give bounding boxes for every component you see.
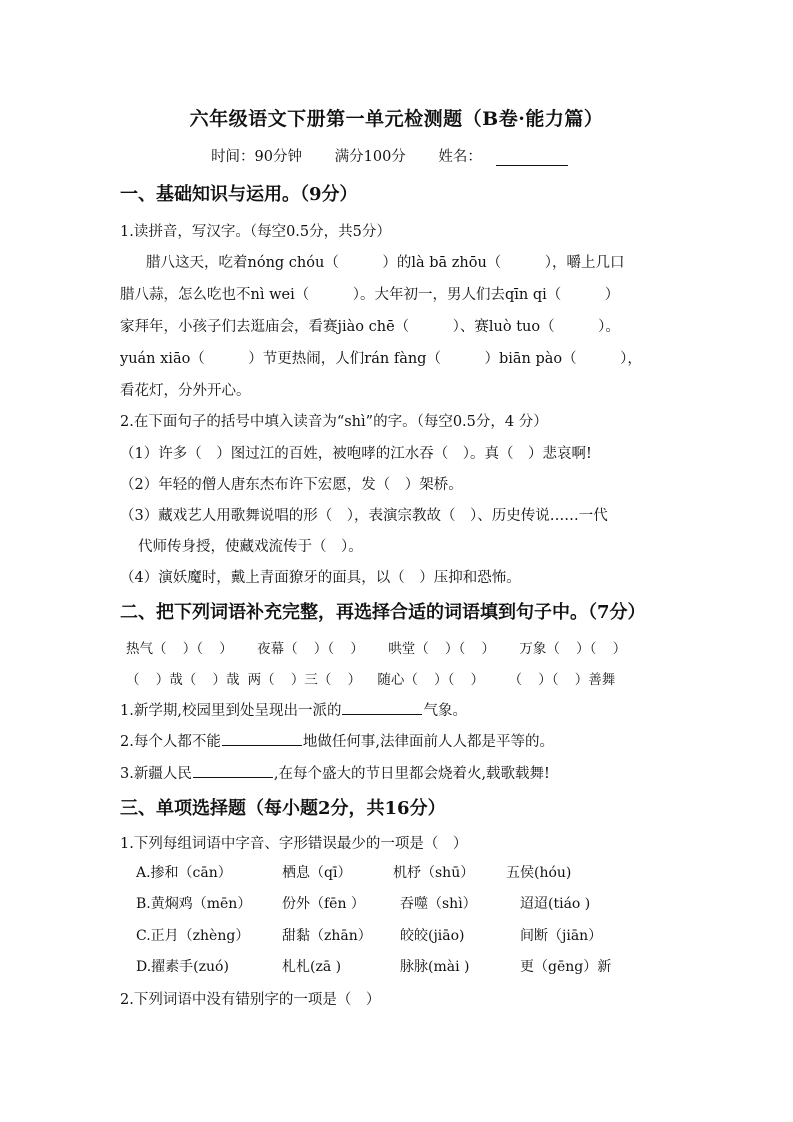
option-b-item-1: B.黄焖鸡（mēn） xyxy=(136,896,252,912)
exam-time: 时间：90分钟 xyxy=(211,149,303,165)
fill-blank-3[interactable] xyxy=(193,763,273,778)
q1-line-5: 看花灯，分外开心。 xyxy=(120,383,251,399)
option-c-item-4: 间断（jiān） xyxy=(520,928,603,944)
option-a-item-1: A.掺和（cān） xyxy=(136,865,232,881)
fill-sentence-2-post: 地做任何事,法律面前人人都是平等的。 xyxy=(302,734,554,750)
fill-sentence-1-post: 气象。 xyxy=(423,703,467,719)
mc-question-2-stem: 2.下列词语中没有错别字的一项是（ ） xyxy=(120,992,381,1008)
q2-line-2: （2）年轻的僧人唐东杰布许下宏愿，发（ ）架桥。 xyxy=(120,477,463,493)
q2-line-1: （1）许多（ ）图过江的百姓，被咆哮的江水吞（ ）。真（ ）悲哀啊! xyxy=(120,446,592,462)
option-b-item-3: 吞噬（shì） xyxy=(400,896,477,912)
option-a-item-3: 机杼（shū） xyxy=(393,865,475,881)
fill-blank-2[interactable] xyxy=(222,731,302,746)
student-name-field[interactable] xyxy=(438,149,582,165)
fill-sentence-2-pre: 2.每个人都不能 xyxy=(120,734,221,750)
student-name-label: 姓名： xyxy=(438,149,482,165)
option-d-item-1: D.擢素手(zuó) xyxy=(136,959,229,975)
fill-sentence-3 xyxy=(120,762,550,783)
option-b-item-2: 份外（fēn ） xyxy=(282,896,365,912)
option-c-item-2: 甜黏（zhān） xyxy=(282,928,372,944)
exam-meta xyxy=(0,145,793,166)
q1-line-4: yuán xiāo（ ）节更热闹，人们rán fàng（ ）biān pào（ ）， xyxy=(120,351,642,367)
option-a-item-4: 五侯(hóu) xyxy=(506,865,572,881)
section-1-heading: 一、基础知识与运用。（9分） xyxy=(120,184,358,205)
q2-line-4: 代师传身授，使藏戏流传于（ ）。 xyxy=(138,539,363,555)
question-2-stem: 2.在下面句子的括号中填入读音为“shì”的字。（每空0.5分，4 分） xyxy=(120,414,548,430)
q2-line-5: （4）演妖魔时，戴上青面獠牙的面具，以（ ）压抑和恐怖。 xyxy=(120,570,521,586)
section-3-heading: 三、单项选择题（每小题2分，共16分） xyxy=(120,798,446,819)
option-d-item-4: 更（gēng）新 xyxy=(520,959,612,975)
question-1-stem: 1.读拼音，写汉字。（每空0.5分，共5分） xyxy=(120,224,391,240)
q2-line-3: （3）藏戏艺人用歌舞说唱的形（ ），表演宗教故（ ）、历史传说……一代 xyxy=(120,508,608,524)
fill-sentence-3-pre: 3.新疆人民 xyxy=(120,766,192,782)
q1-line-3: 家拜年，小孩子们去逛庙会，看赛jiào chē（ ）、赛luò tuo（ ）。 xyxy=(120,319,620,335)
fill-sentence-1 xyxy=(120,699,467,720)
idioms-row-2: （ ）哉（ ）哉 两（ ）三（ ） 随心（ ）（ ） （ ）（ ）善舞 xyxy=(126,672,616,688)
option-c-item-3: 皎皎(jiāo) xyxy=(400,928,465,944)
option-a-item-2: 栖息（qī） xyxy=(282,865,352,881)
q1-line-2: 腊八蒜，怎么吃也不nì wei（ ）。大年初一，男人们去qīn qi（ ） xyxy=(120,287,620,303)
option-d-item-3: 脉脉(mài ) xyxy=(400,959,470,975)
option-d-item-2: 札札(zā ) xyxy=(282,959,342,975)
fill-sentence-3-post: ,在每个盛大的节日里都会烧着火,载歌载舞! xyxy=(273,766,550,782)
q1-line-1: 腊八这天，吃着nóng chóu（ ）的là bā zhōu（ ），嚼上几口 xyxy=(146,255,625,271)
student-name-blank[interactable] xyxy=(496,151,568,166)
fill-blank-1[interactable] xyxy=(342,700,422,715)
page-title: 六年级语文下册第一单元检测题（B卷·能力篇） xyxy=(189,108,604,130)
fill-sentence-1-pre: 1.新学期,校园里到处呈现出一派的 xyxy=(120,703,342,719)
section-2-heading: 二、把下列词语补充完整，再选择合适的词语填到句子中。（7分） xyxy=(120,602,646,623)
idioms-row-1: 热气（ ）（ ） 夜幕（ ）（ ） 哄堂（ ）（ ） 万象（ ）（ ） xyxy=(126,641,627,657)
option-b-item-4: 迢迢(tiáo ) xyxy=(520,896,591,912)
fill-sentence-2 xyxy=(120,730,554,751)
mc-question-1-stem: 1.下列每组词语中字音、字形错误最少的一项是（ ） xyxy=(120,836,468,852)
exam-score: 满分100分 xyxy=(334,149,406,165)
option-c-item-1: C.正月（zhèng） xyxy=(136,928,250,944)
